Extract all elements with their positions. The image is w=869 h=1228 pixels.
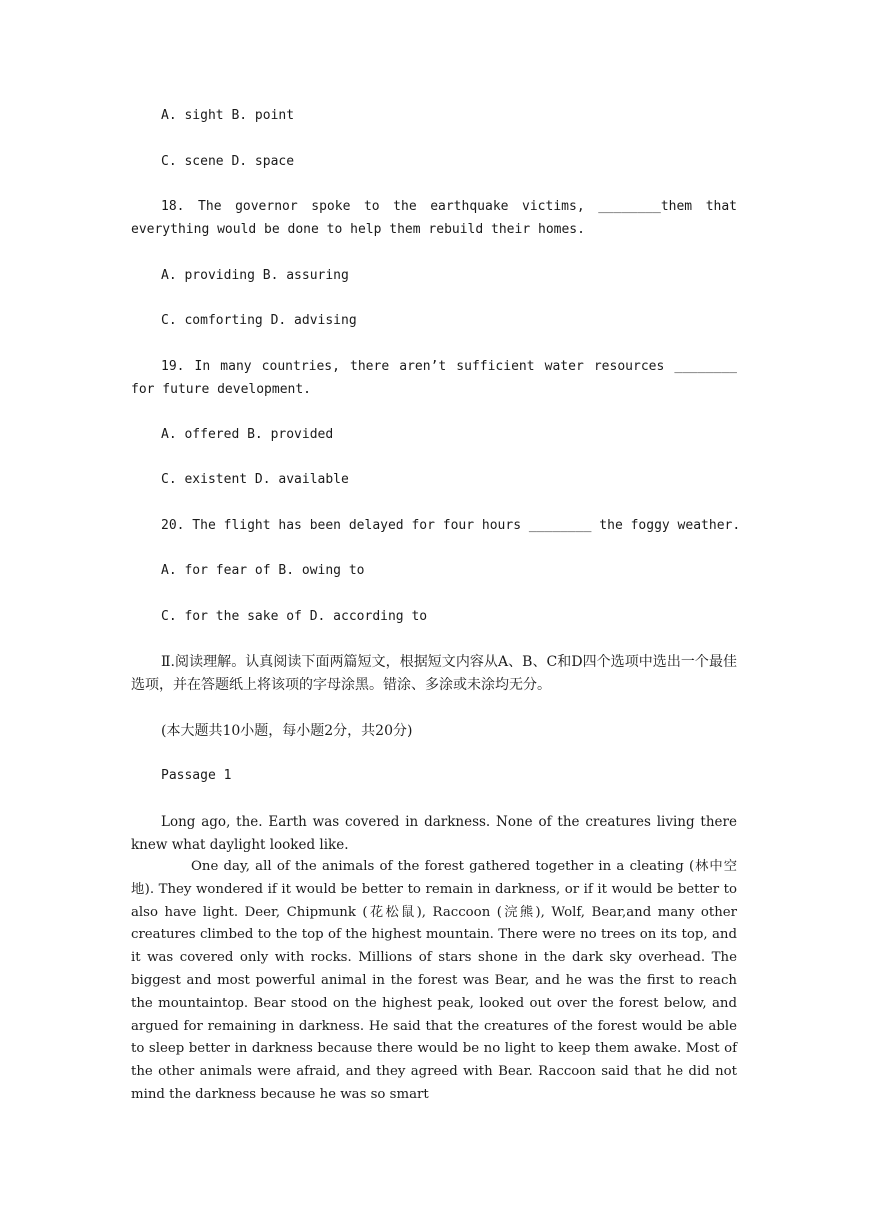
section2-scoring: (本大题共10小题，每小题2分，共20分) [161, 723, 413, 739]
passage1-paragraph-2: One day, all of the animals of the forest gathered together in a cleating (林中空地). They wondered if it would be better to remain in darkness, or if it would be better to also have light. Deer, Chipmunk (花松鼠), Raccoon (浣熊), Wolf, Bear,and many other creatures climbed to the top of the highest mountain. There were no trees on its top, and it was covered only with rocks. Millions of stars shone in the dark sky overhead. The biggest and most powerful animal in the forest was Bear, and he was the first to reach the mountaintop. Bear stood on the highest peak, looked out over the forest below, and argued for remaining in darkness. He said that the creatures of the forest would be able to sleep better in darkness because there would be no light to keep them awake. Most of the other animals were afraid, and they agreed with Bear. Raccoon said that he did not mind the darkness because he was so smart [131, 859, 737, 1102]
q18-stem: 18. The governor spoke to the earthquake victims, ________them that everything would be done to help them rebuild their homes. [131, 199, 737, 237]
q17-options-ab: A. sight B. point [161, 108, 295, 123]
passage1-title: Passage 1 [161, 768, 232, 783]
q18-options-cd: C. comforting D. advising [161, 313, 357, 328]
section2-instruction: Ⅱ.阅读理解。认真阅读下面两篇短文，根据短文内容从A、B、C和D四个选项中选出一个最佳选项，并在答题纸上将该项的字母涂黑。错涂、多涂或未涂均无分。 [131, 654, 737, 693]
q19-stem: 19. In many countries, there aren’t sufficient water resources ________ for future development. [131, 359, 737, 397]
q19-options-ab: A. offered B. provided [161, 427, 334, 442]
q17-options-cd: C. scene D. space [161, 154, 295, 169]
q20-stem: 20. The flight has been delayed for four hours ________ the foggy weather. [161, 518, 741, 533]
q20-options-ab: A. for fear of B. owing to [161, 563, 365, 578]
q20-options-cd: C. for the sake of D. according to [161, 609, 428, 624]
passage1-paragraph-1: Long ago, the. Earth was covered in darkness. None of the creatures living there knew what daylight looked like. [131, 814, 737, 853]
q18-options-ab: A. providing B. assuring [161, 268, 349, 283]
q19-options-cd: C. existent D. available [161, 472, 349, 487]
